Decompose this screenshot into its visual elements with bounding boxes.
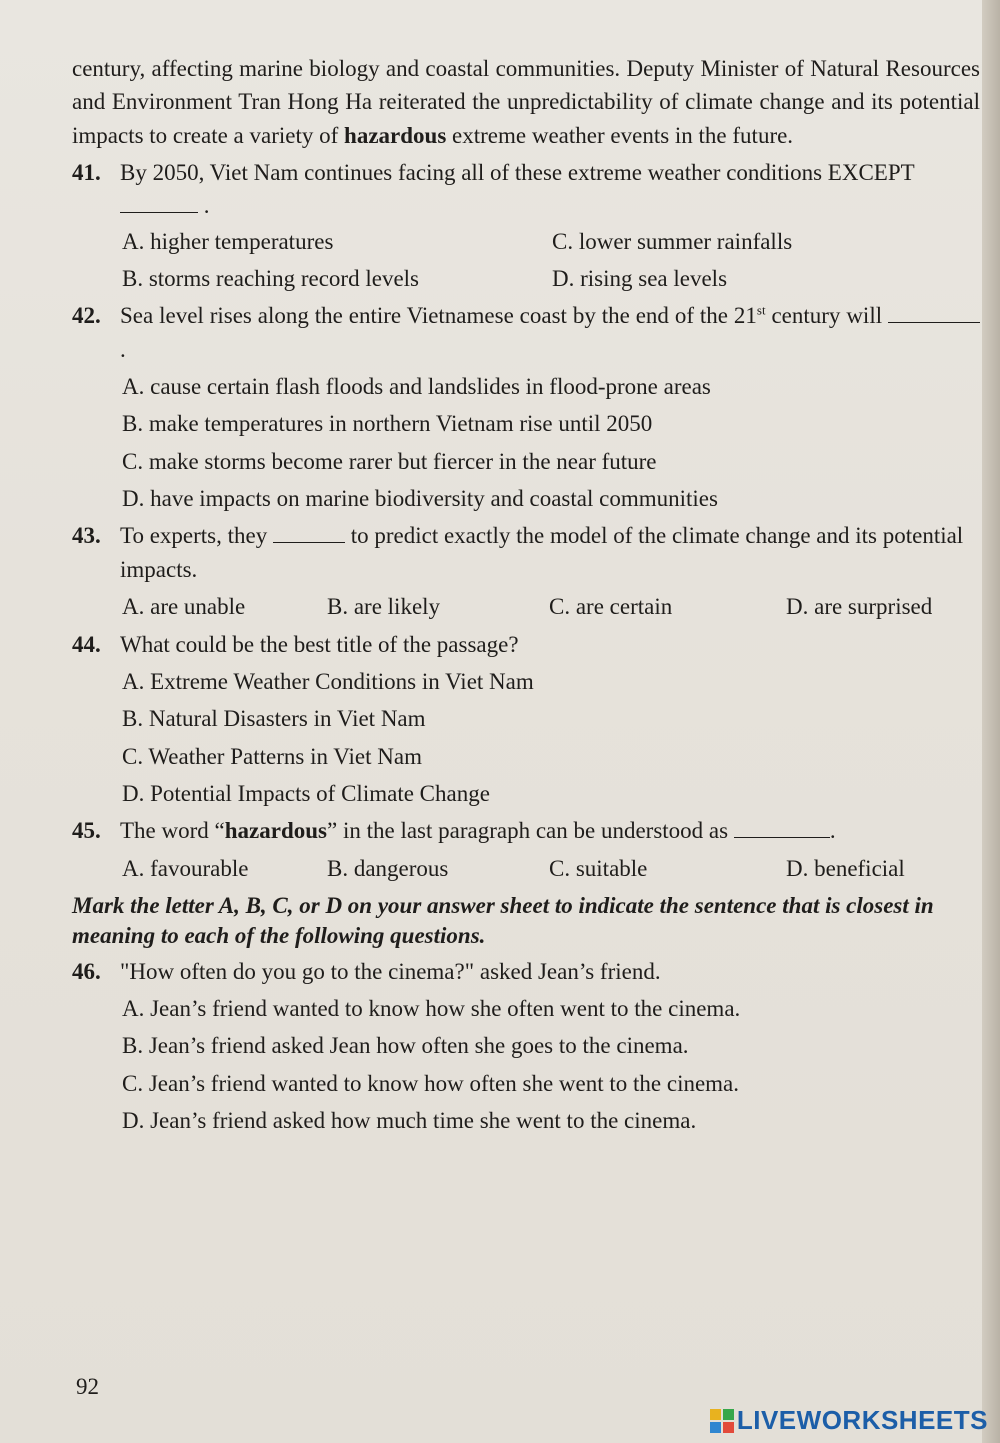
question-stem: "How often do you go to the cinema?" asked Jean’s friend. (120, 958, 661, 984)
option-d[interactable]: D. beneficial (786, 855, 905, 881)
question-stem: What could be the best title of the passage? (120, 631, 519, 657)
answer-blank[interactable] (273, 519, 345, 543)
option-d[interactable]: D. have impacts on marine biodiversity and coastal communities (122, 486, 718, 512)
option-b[interactable]: B. Natural Disasters in Viet Nam (122, 706, 426, 732)
option-d[interactable]: D. are surprised (786, 594, 933, 620)
options-44 (72, 665, 980, 810)
worksheet-content (72, 52, 980, 1137)
option-a[interactable]: A. Jean’s friend wanted to know how she often went to the cinema. (122, 996, 741, 1022)
passage-bold-word: hazardous (344, 122, 447, 148)
question-stem: Sea level rises along the entire Vietnamese coast by the end of the 21st century will . (120, 299, 980, 366)
section-instruction: Mark the letter A, B, C, or D on your answer sheet to indicate the sentence that is closest in meaning to each of the following questions. (72, 892, 934, 948)
option-d[interactable]: D. rising sea levels (552, 266, 728, 292)
question-number: 44. (72, 631, 101, 657)
liveworksheets-logo[interactable] (710, 1405, 988, 1436)
question-number: 41. (72, 160, 101, 186)
question-42 (72, 299, 980, 366)
options-43 (72, 590, 980, 623)
options-41 (72, 225, 980, 296)
option-b[interactable]: B. make temperatures in northern Vietnam rise until 2050 (122, 411, 653, 437)
question-number: 46. (72, 958, 101, 984)
option-c[interactable]: C. Weather Patterns in Viet Nam (122, 743, 422, 769)
question-45 (72, 814, 980, 847)
page-gutter (982, 0, 1000, 1443)
question-stem: The word “hazardous” in the last paragraph can be understood as . (120, 814, 980, 847)
options-42 (72, 370, 980, 515)
answer-blank[interactable] (734, 814, 830, 838)
question-number: 45. (72, 818, 101, 844)
passage-text: century, affecting marine biology and coastal communities. Deputy Minister of Natural Resources and Environment Tran Hong Ha reiterated the unpredictability of climate change and its potential impacts to create a variety of (72, 56, 980, 148)
question-number: 43. (72, 523, 101, 549)
option-b[interactable]: B. dangerous (327, 855, 449, 881)
option-b[interactable]: B. storms reaching record levels (122, 266, 419, 292)
options-46 (72, 992, 980, 1137)
option-d[interactable]: D. Potential Impacts of Climate Change (122, 780, 490, 806)
reading-passage (72, 52, 980, 152)
question-44 (72, 628, 980, 661)
option-a[interactable]: A. cause certain flash floods and landslides in flood-prone areas (122, 374, 711, 400)
question-41 (72, 156, 980, 223)
question-46 (72, 955, 980, 988)
logo-grid-icon (710, 1409, 734, 1433)
option-a[interactable]: A. Extreme Weather Conditions in Viet Nam (122, 668, 534, 694)
answer-blank[interactable] (888, 299, 980, 323)
option-a[interactable]: A. are unable (122, 594, 246, 620)
option-c[interactable]: C. are certain (549, 594, 673, 620)
option-a[interactable]: A. favourable (122, 855, 249, 881)
option-b[interactable]: B. are likely (327, 594, 441, 620)
option-d[interactable]: D. Jean’s friend asked how much time she went to the cinema. (122, 1108, 697, 1134)
question-number: 42. (72, 303, 101, 329)
option-a[interactable]: A. higher temperatures (122, 228, 334, 254)
brand-text: LIVEWORKSHEETS (736, 1405, 988, 1435)
passage-text-end: extreme weather events in the future. (446, 122, 794, 148)
answer-blank[interactable] (120, 189, 198, 213)
option-c[interactable]: C. suitable (549, 855, 648, 881)
options-45 (72, 852, 980, 885)
option-c[interactable]: C. Jean’s friend wanted to know how often she went to the cinema. (122, 1070, 740, 1096)
question-43 (72, 519, 980, 586)
question-stem: To experts, they to predict exactly the model of the climate change and its potential impacts. (120, 519, 980, 586)
option-c[interactable]: C. make storms become rarer but fiercer in the near future (122, 448, 657, 474)
question-stem: By 2050, Viet Nam continues facing all of these extreme weather conditions EXCEPT . (120, 160, 915, 219)
page-number: 92 (76, 1374, 99, 1399)
option-b[interactable]: B. Jean’s friend asked Jean how often she goes to the cinema. (122, 1033, 689, 1059)
option-c[interactable]: C. lower summer rainfalls (552, 228, 793, 254)
